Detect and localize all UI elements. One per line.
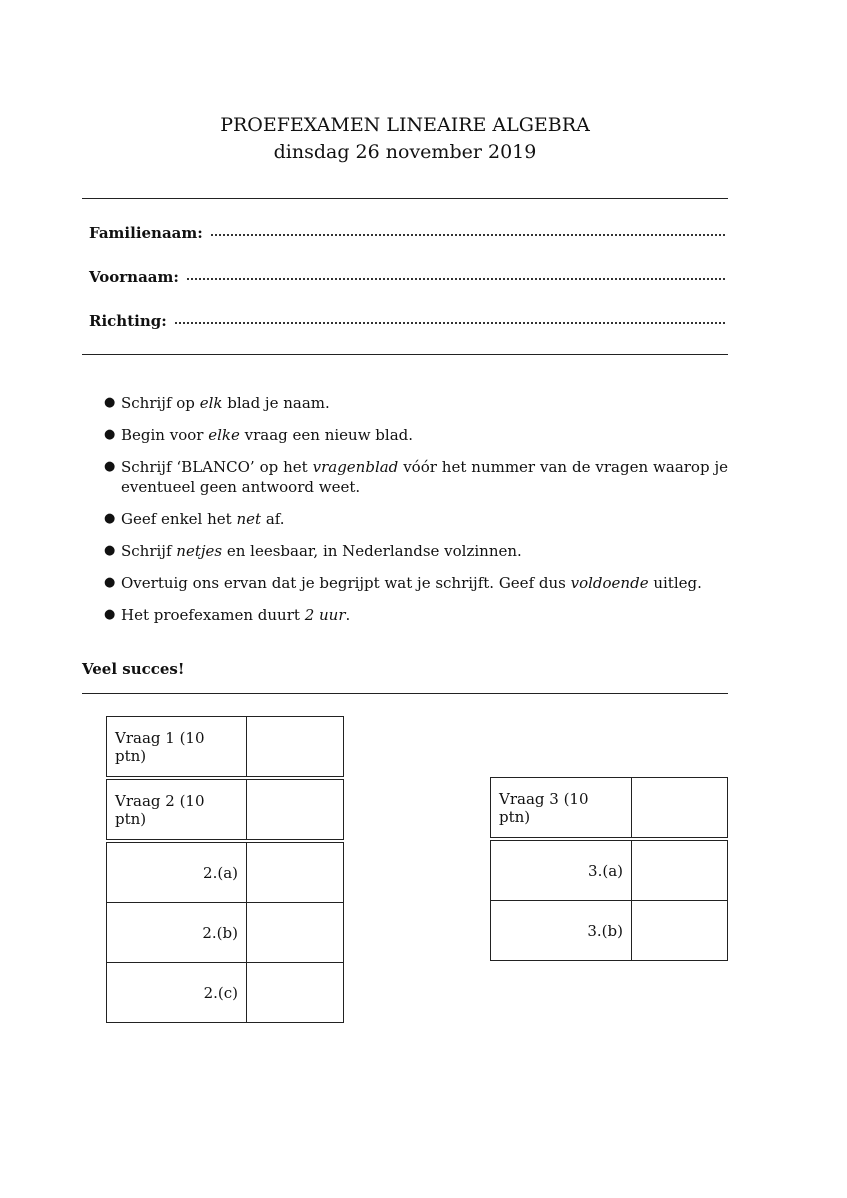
score-box-q2-parts xyxy=(106,842,344,1023)
score-label-q2a: 2.(a) xyxy=(107,843,247,902)
family-name-label: Familienaam: xyxy=(89,224,203,242)
instruction-item: ● Schrijf ‘BLANCO’ op het vragenblad vóór het nummer van de vragen waarop je eventueel geen antwoord weet. xyxy=(104,458,728,496)
bullet-icon: ● xyxy=(104,395,116,410)
program-label: Richting: xyxy=(89,312,167,330)
score-label-q2b: 2.(b) xyxy=(107,903,247,962)
program-field[interactable] xyxy=(89,312,725,332)
score-box-q2b[interactable] xyxy=(106,902,344,963)
divider-bottom xyxy=(82,693,728,694)
score-box-q3b[interactable] xyxy=(490,900,728,961)
score-box-q2a[interactable] xyxy=(106,842,344,903)
score-label-q1: Vraag 1 (10 ptn) xyxy=(107,717,247,776)
first-name-dotted-line xyxy=(187,266,725,280)
bullet-icon: ● xyxy=(104,459,116,474)
closing-text: Veel succes! xyxy=(82,660,185,678)
instruction-item: ● Geef enkel het net af. xyxy=(104,510,285,528)
score-box-q1[interactable] xyxy=(106,716,344,777)
score-label-q2c: 2.(c) xyxy=(107,963,247,1022)
exam-title: PROEFEXAMEN LINEAIRE ALGEBRA xyxy=(220,114,590,136)
score-label-q3: Vraag 3 (10 ptn) xyxy=(491,778,632,837)
score-box-q2[interactable] xyxy=(106,779,344,840)
score-box-q3a[interactable] xyxy=(490,840,728,901)
exam-date: dinsdag 26 november 2019 xyxy=(273,141,537,163)
score-label-q3a: 3.(a) xyxy=(491,841,632,900)
divider-top xyxy=(82,198,728,199)
score-label-q2: Vraag 2 (10 ptn) xyxy=(107,780,247,839)
program-dotted-line xyxy=(175,310,725,324)
bullet-icon: ● xyxy=(104,607,116,622)
divider-middle xyxy=(82,354,728,355)
first-name-label: Voornaam: xyxy=(89,268,179,286)
bullet-icon: ● xyxy=(104,543,116,558)
instructions-list xyxy=(104,393,728,625)
score-box-q3[interactable] xyxy=(490,777,728,838)
instruction-item: ● Schrijf netjes en leesbaar, in Nederlandse volzinnen. xyxy=(104,542,522,560)
instruction-item: ● Overtuig ons ervan dat je begrijpt wat je schrijft. Geef dus voldoende uitleg. xyxy=(104,574,702,592)
first-name-field[interactable] xyxy=(89,268,725,288)
score-box-q2c[interactable] xyxy=(106,962,344,1023)
instruction-item: ● Schrijf op elk blad je naam. xyxy=(104,394,330,412)
bullet-icon: ● xyxy=(104,511,116,526)
bullet-icon: ● xyxy=(104,427,116,442)
family-name-dotted-line xyxy=(211,222,725,236)
family-name-field[interactable] xyxy=(89,224,725,244)
score-box-q3-parts xyxy=(490,840,728,961)
instruction-item: ● Het proefexamen duurt 2 uur. xyxy=(104,606,351,624)
instruction-item: ● Begin voor elke vraag een nieuw blad. xyxy=(104,426,414,444)
bullet-icon: ● xyxy=(104,575,116,590)
score-label-q3b: 3.(b) xyxy=(491,901,632,960)
